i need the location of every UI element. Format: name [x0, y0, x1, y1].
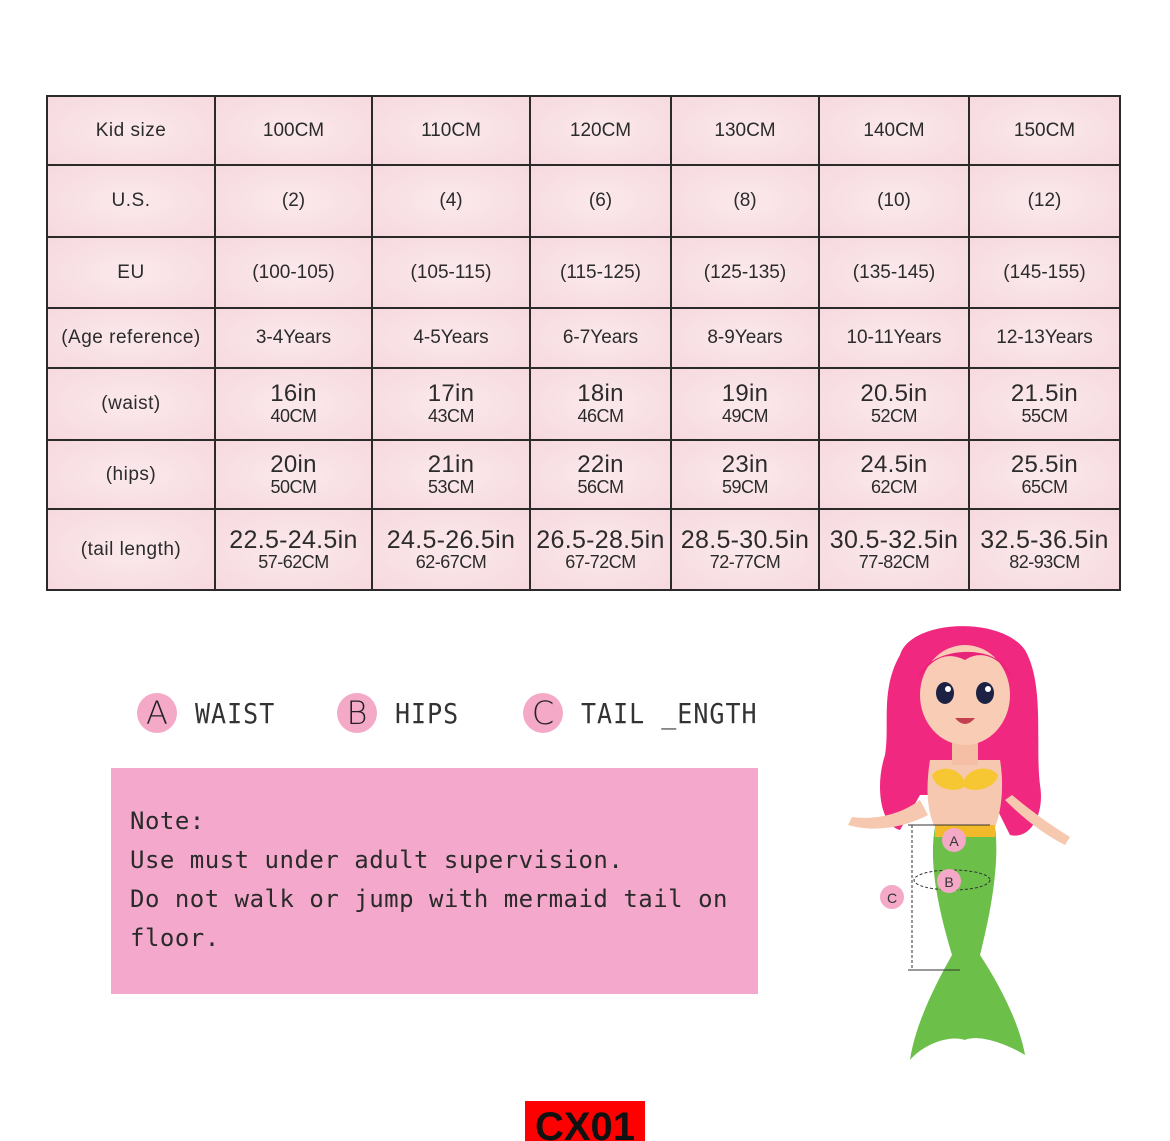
hips-inches: 23in	[721, 450, 769, 478]
tail	[910, 827, 1025, 1060]
row-us	[47, 165, 1120, 237]
note-line: Do not walk or jump with mermaid tail on	[130, 885, 728, 913]
tail-inches: 30.5-32.5in	[829, 525, 959, 554]
row-age	[47, 308, 1120, 368]
cell-eu: (105-115)	[372, 237, 530, 308]
cell-us: (6)	[530, 165, 671, 237]
right-eye	[976, 682, 994, 704]
cell-age: 10-11Years	[819, 308, 969, 368]
cell-age: 8-9Years	[671, 308, 819, 368]
legend-label-tail-length: TAIL _ENGTH	[581, 697, 758, 729]
hips-inches: 25.5in	[1010, 450, 1079, 478]
tail-cm: 62-67CM	[415, 551, 487, 572]
legend-label-waist: WAIST	[195, 697, 276, 729]
row-label: (tail length)	[47, 509, 215, 590]
cell-kid-size: 140CM	[819, 96, 969, 165]
waist-cm: 40CM	[270, 406, 317, 426]
tail-inches: 32.5-36.5in	[980, 525, 1109, 554]
cell-waist	[215, 368, 372, 440]
legend-item-hips	[337, 693, 459, 733]
row-label: EU	[47, 237, 215, 308]
waist-inches: 20.5in	[860, 380, 928, 407]
waist-inches: 18in	[577, 380, 624, 407]
note-line: Use must under adult supervision.	[130, 846, 624, 874]
hips-inches: 22in	[577, 450, 624, 478]
cell-us: (10)	[819, 165, 969, 237]
hips-inches: 24.5in	[860, 450, 928, 478]
cell-kid-size: 110CM	[372, 96, 530, 165]
cell-waist	[671, 368, 819, 440]
cell-hips	[819, 440, 969, 509]
row-label: (hips)	[47, 440, 215, 509]
tail-inches: 28.5-30.5in	[680, 525, 810, 554]
waist-inches: 19in	[721, 380, 769, 407]
cell-eu: (145-155)	[969, 237, 1120, 308]
cell-eu: (125-135)	[671, 237, 819, 308]
svg-text:A: A	[949, 833, 959, 849]
waist-cm: 52CM	[870, 406, 917, 426]
cell-age: 3-4Years	[215, 308, 372, 368]
tail-cm: 67-72CM	[565, 551, 636, 572]
cell-kid-size: 100CM	[215, 96, 372, 165]
cell-tail-length	[671, 509, 819, 590]
cell-waist	[372, 368, 530, 440]
row-kid-size	[47, 96, 1120, 165]
size-chart-table	[46, 95, 1121, 591]
cell-tail-length	[530, 509, 671, 590]
badge-b: B	[337, 693, 377, 733]
cell-tail-length	[215, 509, 372, 590]
badge-c: C	[523, 693, 563, 733]
row-label: (Age reference)	[47, 308, 215, 368]
waist-cm: 43CM	[427, 406, 474, 426]
row-hips	[47, 440, 1120, 509]
cell-eu: (115-125)	[530, 237, 671, 308]
legend-item-tail-length	[523, 693, 758, 733]
hips-cm: 53CM	[427, 476, 474, 497]
hips-inches: 20in	[270, 450, 317, 478]
row-label: (waist)	[47, 368, 215, 440]
hips-cm: 50CM	[270, 476, 317, 497]
waist-cm: 49CM	[721, 406, 768, 426]
row-label: U.S.	[47, 165, 215, 237]
row-tail-length	[47, 509, 1120, 590]
waist-inches: 16in	[270, 380, 317, 407]
cell-age: 4-5Years	[372, 308, 530, 368]
left-eye	[936, 682, 954, 704]
cell-kid-size: 150CM	[969, 96, 1120, 165]
tail-cm: 82-93CM	[1009, 551, 1080, 572]
tail-cm: 77-82CM	[858, 551, 930, 572]
row-waist	[47, 368, 1120, 440]
cell-us: (8)	[671, 165, 819, 237]
cell-us: (12)	[969, 165, 1120, 237]
cell-tail-length	[372, 509, 530, 590]
cell-tail-length	[819, 509, 969, 590]
cell-hips	[530, 440, 671, 509]
badge-a: A	[137, 693, 177, 733]
tail-inches: 22.5-24.5in	[229, 525, 358, 554]
hips-cm: 59CM	[721, 476, 768, 497]
cell-waist	[969, 368, 1120, 440]
note-title: Note:	[130, 807, 205, 835]
svg-text:C: C	[886, 890, 898, 906]
cell-us: (2)	[215, 165, 372, 237]
legend-label-hips: HIPS	[395, 697, 460, 729]
hips-cm: 65CM	[1021, 476, 1068, 497]
tail-inches: 26.5-28.5in	[536, 525, 665, 554]
mermaid-illustration	[840, 615, 1090, 1070]
row-label: Kid size	[47, 96, 215, 165]
hips-cm: 62CM	[870, 476, 917, 497]
cell-hips	[671, 440, 819, 509]
cell-age: 6-7Years	[530, 308, 671, 368]
waist-cm: 55CM	[1021, 406, 1068, 426]
cell-eu: (100-105)	[215, 237, 372, 308]
cell-kid-size: 130CM	[671, 96, 819, 165]
waist-cm: 46CM	[577, 406, 624, 426]
cell-age: 12-13Years	[969, 308, 1120, 368]
cell-tail-length	[969, 509, 1120, 590]
note-line: floor.	[130, 924, 220, 952]
cell-kid-size: 120CM	[530, 96, 671, 165]
cell-waist	[819, 368, 969, 440]
cell-us: (4)	[372, 165, 530, 237]
waist-inches: 21.5in	[1010, 380, 1079, 407]
cell-waist	[530, 368, 671, 440]
cell-hips	[215, 440, 372, 509]
row-eu	[47, 237, 1120, 308]
cell-hips	[372, 440, 530, 509]
svg-text:B: B	[944, 874, 954, 890]
cell-hips	[969, 440, 1120, 509]
tail-cm: 72-77CM	[709, 551, 781, 572]
safety-note	[111, 768, 758, 994]
cell-eu: (135-145)	[819, 237, 969, 308]
product-code-badge	[525, 1101, 645, 1141]
waist-inches: 17in	[427, 380, 475, 407]
tail-inches: 24.5-26.5in	[386, 525, 516, 554]
tail-cm: 57-62CM	[258, 551, 329, 572]
product-code: CX01	[534, 1105, 636, 1141]
legend-item-waist	[137, 693, 275, 733]
hips-inches: 21in	[427, 450, 475, 478]
hips-cm: 56CM	[577, 476, 624, 497]
